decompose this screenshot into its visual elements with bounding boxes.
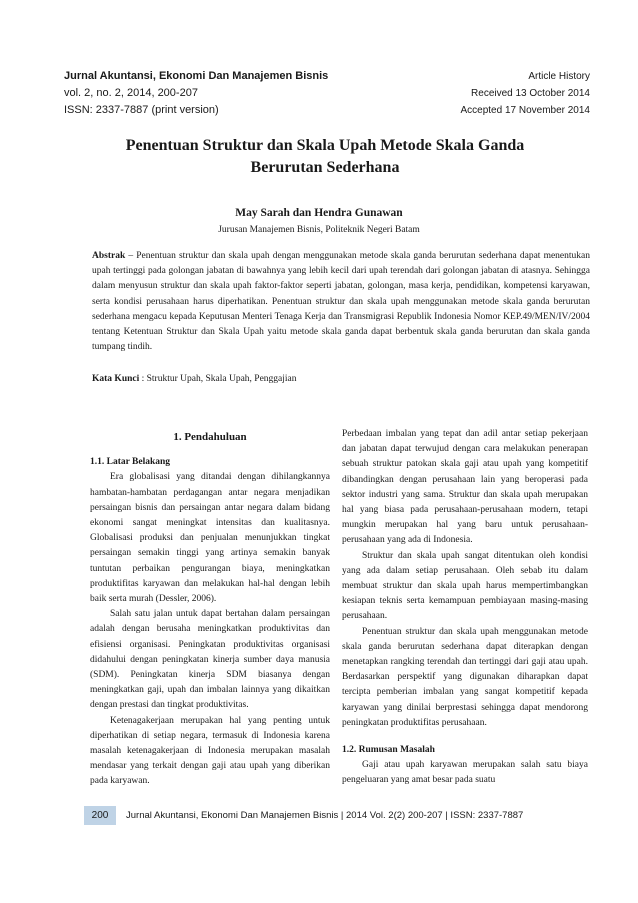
author-affiliation: Jurusan Manajemen Bisnis, Politeknik Negeri Batam [218, 225, 420, 235]
accepted-date: Accepted 17 November 2014 [460, 105, 590, 116]
keywords [92, 374, 297, 384]
footer-citation: Jurnal Akuntansi, Ekonomi Dan Manajemen Bisnis | 2014 Vol. 2(2) 200-207 | ISSN: 2337-7887 [126, 810, 524, 821]
right-column [342, 427, 588, 789]
article-history-label: Article History [528, 71, 590, 82]
article-history [460, 68, 590, 119]
paper-authors: May Sarah dan Hendra Gunawan [235, 207, 403, 219]
paragraph: Era globalisasi yang ditandai dengan dihilangkannya hambatan-hambatan perdagangan antar negara menjadikan persaingan bisnis dan persaingan antar negara dalam bidang ekonomi sangat meningkat intensitas dan kualitasnya. Globalisasi produksi dan penjualan menunjukkan tingkat persaingan semakin tinggi yang artinya semakin banyak tuntutan perbaikan pengurangan biaya, meningkatkan produktifitas karyawan dan melakukan hal-hal dengan lebih baik serta murah (Dessler, 2006). [90, 472, 330, 605]
paragraph: Gaji atau upah karyawan merupakan salah satu biaya pengeluaran yang amat besar pada suatu [342, 760, 588, 786]
keywords-text: : Struktur Upah, Skala Upah, Penggajian [139, 374, 297, 384]
paragraph: Salah satu jalan untuk dapat bertahan dalam persaingan adalah dengan berusaha meningkatkan produktivitas dan efisiensi organisasi. Peningkatan produktivitas organisasi didahului dengan peningkatan kinerja sumber daya manusia (SDM). Peningkatan kinerja SDM biasanya dengan meningkatkan gaji, upah dan imbalan lainnya yang dikaitkan dengan prestasi dan tingkat produktivitas. [90, 609, 330, 711]
page-number: 200 [84, 806, 116, 825]
paragraph: Ketenagakerjaan merupakan hal yang penting untuk diperhatikan di setiap negara, termasuk di Indonesia karena masalah ketenagakerjaan di Indonesia merupakan masalah mendasar yang terkait dengan gaji atau upah yang diberikan pada karyawan. [90, 715, 330, 787]
section-heading: 1. Pendahuluan [173, 431, 247, 443]
journal-volume: vol. 2, no. 2, 2014, 200-207 [64, 87, 198, 99]
keywords-label: Kata Kunci [92, 374, 140, 384]
abstract-label: Abstrak [92, 251, 126, 261]
abstract [92, 249, 590, 355]
page-footer [84, 806, 592, 825]
left-column [90, 427, 330, 790]
subsection-heading: 1.2. Rumusan Masalah [342, 745, 435, 756]
paragraph: Perbedaan imbalan yang tepat dan adil antar setiap pekerjaan dan jabatan dapat terwujud dengan cara melakukan penerapan sebuah struktur patokan skala gaji atau upah yang kompetitif dibandingkan dengan perusahaan lain yang beroperasi pada sektor industri yang sama. Struktur dan skala upah merupakan hal yang biasa pada perusahaan-perusahaan modern, tetapi mungkin merupakan hal yang baru untuk perusahaan-perusahaan yang ada di Indonesia. [342, 429, 588, 546]
journal-name: Jurnal Akuntansi, Ekonomi Dan Manajemen Bisnis [64, 70, 329, 82]
subsection-heading: 1.1. Latar Belakang [90, 457, 171, 468]
journal-header [64, 68, 328, 119]
received-date: Received 13 October 2014 [471, 88, 590, 99]
journal-issn: ISSN: 2337-7887 (print version) [64, 104, 219, 116]
paragraph: Penentuan struktur dan skala upah menggunakan metode skala ganda berurutan sederhana dapat diterapkan dengan menetapkan rangking terendah dan tertinggi dari gaji atau upah. Berdasarkan perspektif yang digunakan diharapkan dapat tercipta pemberian imbalan yang sangat kompetitif kepada karyawan yang dinilai berprestasi sehingga dapat mendorong peningkatan produktifitas perusahaan. [342, 626, 588, 728]
paragraph: Struktur dan skala upah sangat ditentukan oleh kondisi yang ada dalam setiap perusahaan. Oleh sebab itu dalam membuat struktur dan skala upah harus mempertimbangkan kesiapan teknis serta kemampuan pembiayaan masing-masing perusahaan. [342, 550, 588, 622]
abstract-text: – Penentuan struktur dan skala upah dengan menggunakan metode skala ganda berurutan sederhana dapat menentukan upah tertinggi pada golongan jabatan di bawahnya yang lebih kecil dari upah terendah dari golongan jabatan di atasnya. Sehingga dalam menyusun struktur dan skala upah faktor-faktor seperti jabatan, golongan, masa kerja, pendidikan, kompetensi karyawan, serta kondisi perusahaan harus diperhatikan. Penentuan struktur dan skala upah menggunakan metode skala ganda berurutan sederhana mengacu kepada Keputusan Menteri Tenaga Kerja dan Transmigrasi Republik Indonesia Nomor KEP.49/MEN/IV/2004 tentang Ketentuan Struktur dan Skala Upah yaitu metode skala ganda dapat berbentuk skala ganda berurutan dan skala ganda tumpang tindih. [92, 251, 590, 353]
paper-title: Penentuan Struktur dan Skala Upah Metode Skala Ganda Berurutan Sederhana [125, 137, 525, 176]
